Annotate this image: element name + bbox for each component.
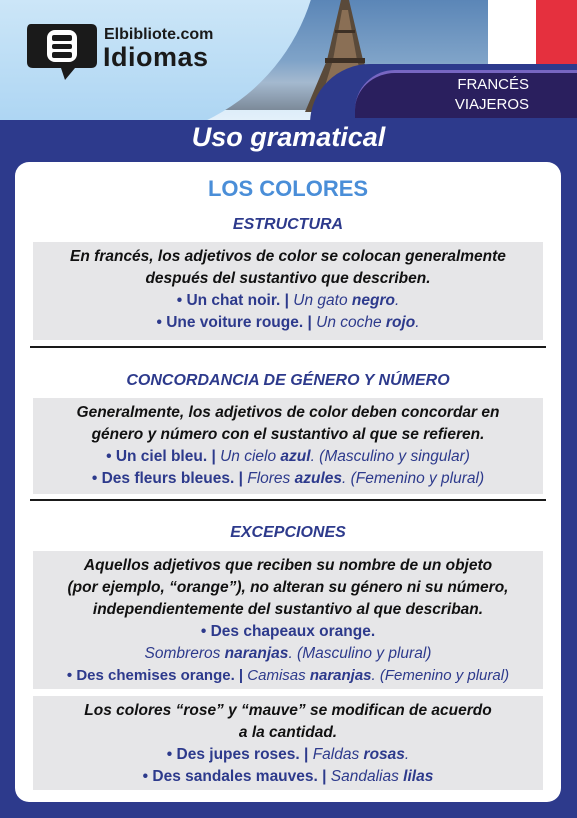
example-line: • Des jupes roses. | Faldas rosas. [166, 746, 410, 763]
estructura-box [33, 242, 543, 340]
example-line: • Une voiture rouge. | Un coche rojo. [156, 314, 420, 331]
intro-line: Los colores “rose” y “mauve” se modifican de acuerdo [84, 702, 492, 719]
intro-line: Generalmente, los adjetivos de color deben concordar en [76, 404, 500, 421]
brand-name: Idiomas [103, 42, 209, 72]
section-heading-concordancia: CONCORDANCIA DE GÉNERO Y NÚMERO [126, 372, 450, 389]
page-title: Uso gramatical [191, 122, 386, 152]
intro-line: (por ejemplo, “orange”), no alteran su género ni su número, [67, 579, 509, 596]
tag-language: FRANCÉS [457, 76, 529, 93]
excepciones-box-1 [33, 551, 543, 689]
example-line: • Un ciel bleu. | Un cielo azul. (Masculino y singular) [106, 448, 470, 465]
intro-line: En francés, los adjetivos de color se colocan generalmente [70, 248, 506, 265]
example-line: • Des chapeaux orange. [200, 623, 376, 640]
example-line: • Des fleurs bleues. | Flores azules. (Femenino y plural) [91, 470, 485, 487]
example-line: • Des chemises orange. | Camisas naranjas. (Femenino y plural) [66, 667, 510, 684]
card-title: LOS COLORES [207, 176, 369, 201]
tag-audience: VIAJEROS [454, 96, 529, 113]
example-line: • Des sandales mauves. | Sandalias lilas [142, 768, 434, 785]
example-line: • Un chat noir. | Un gato negro. [176, 292, 400, 309]
example-line: Sombreros naranjas. (Masculino y plural) [144, 645, 432, 662]
section-divider [30, 346, 546, 348]
section-divider [30, 499, 546, 501]
intro-line: Aquellos adjetivos que reciben su nombre de un objeto [83, 557, 493, 574]
intro-line: a la cantidad. [238, 724, 338, 741]
intro-line: después del sustantivo que describen. [145, 270, 431, 287]
brand-top: Elbibliote.com [104, 26, 214, 43]
section-heading-excepciones: EXCEPCIONES [230, 524, 346, 541]
concordancia-box [33, 398, 543, 494]
excepciones-box-2 [33, 696, 543, 790]
header-banner [0, 0, 577, 120]
logo-speech-bubble-icon [25, 20, 99, 82]
content-card [15, 162, 561, 802]
intro-line: independientemente del sustantivo al que describan. [92, 601, 484, 618]
intro-line: género y número con el sustantivo al que se refieren. [91, 426, 485, 443]
section-heading-estructura: ESTRUCTURA [232, 216, 344, 233]
